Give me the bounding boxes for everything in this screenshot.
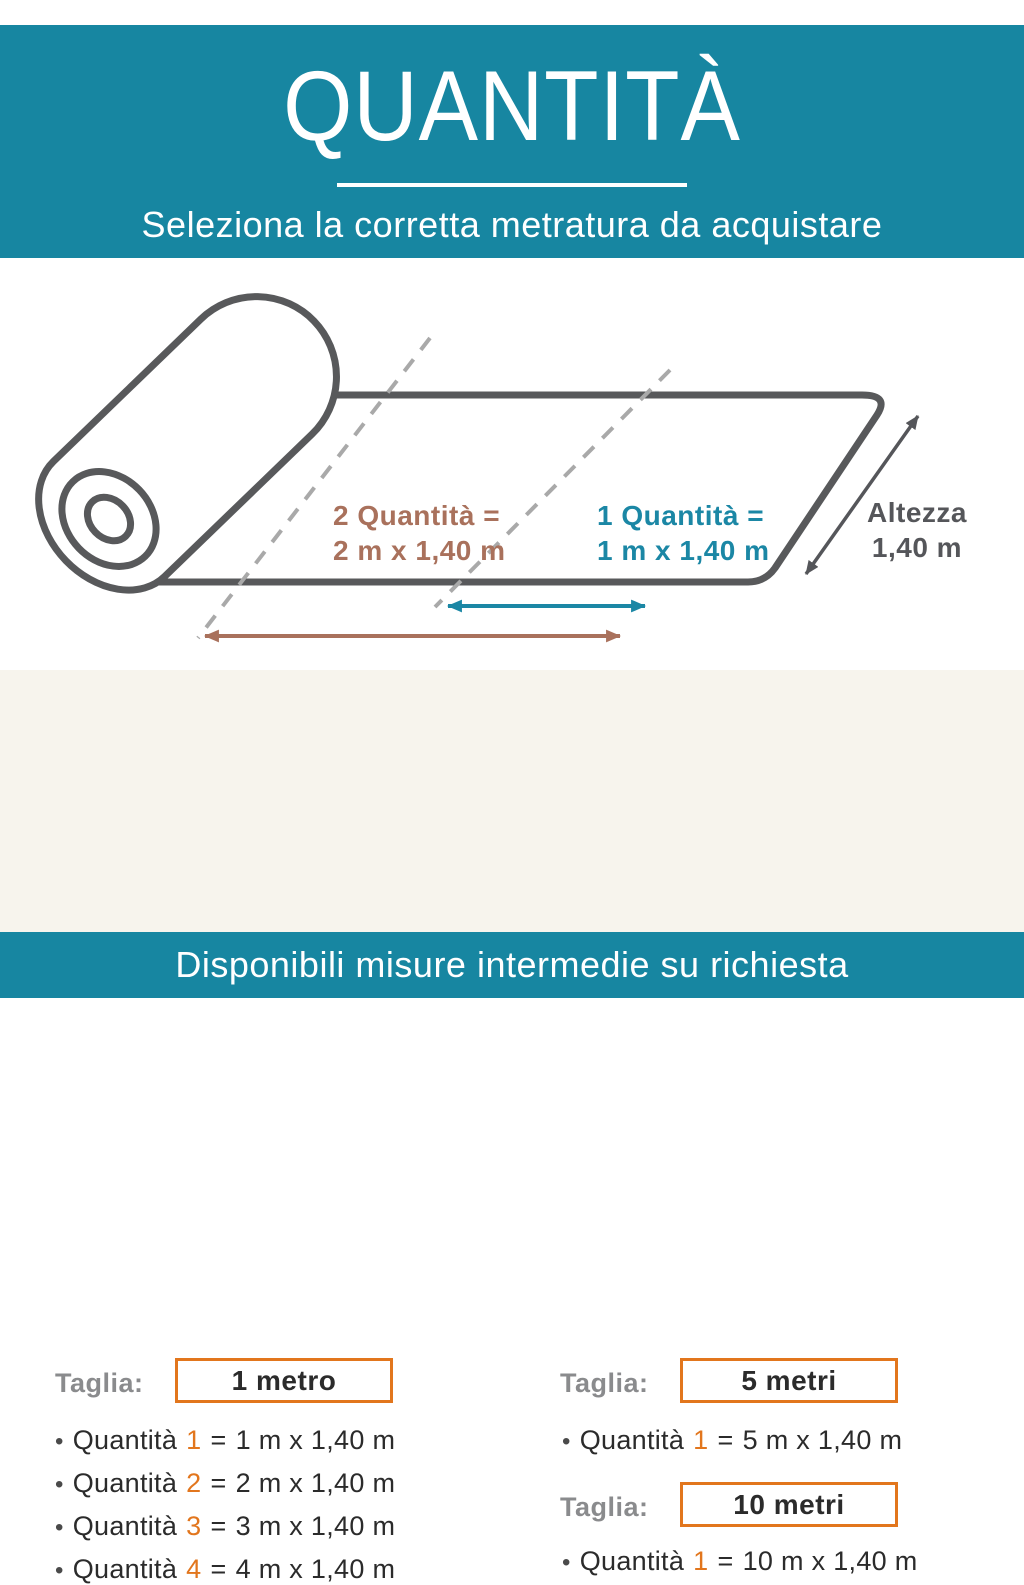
title-underline [337, 183, 687, 187]
label-2-quantita-line1: 2 Quantità = [333, 500, 501, 531]
fabric-roll-drawing [0, 258, 1024, 670]
quantity-row [55, 1469, 395, 1499]
quantity-number: 1 [693, 1546, 709, 1576]
taglia-label-10metri: Taglia: [560, 1492, 649, 1522]
quantita-word: Quantità [72, 1511, 178, 1541]
bullet-icon: • [55, 1471, 64, 1498]
bullet-icon: • [55, 1514, 64, 1541]
equals-sign: = [717, 1425, 734, 1455]
quantity-row [562, 1547, 918, 1577]
quantity-row [55, 1426, 395, 1456]
size-box-5-metri: 5 metri [680, 1358, 898, 1403]
label-2-quantita-line2: 2 m x 1,40 m [333, 535, 506, 566]
page-subtitle: Seleziona la corretta metratura da acquistare [141, 204, 883, 245]
label-altezza-line2: 1,40 m [871, 532, 963, 563]
label-1-quantita [597, 498, 770, 568]
footer-banner [0, 932, 1024, 998]
taglia-label-5metri: Taglia: [560, 1368, 649, 1398]
label-altezza-line1: Altezza [867, 497, 967, 528]
roll-body [10, 263, 369, 618]
fabric-roll [10, 263, 369, 618]
page-title: QUANTITÀ [283, 50, 741, 161]
quantita-word: Quantità [579, 1546, 685, 1576]
footer-note: Disponibili misure intermedie su richiesta [175, 944, 849, 985]
bullet-icon: • [55, 1428, 64, 1455]
label-2-quantita [333, 498, 506, 568]
header-banner [0, 25, 1024, 258]
size-box-1-metro: 1 metro [175, 1358, 393, 1403]
bullet-icon: • [562, 1428, 571, 1455]
size-value: 3 m x 1,40 m [235, 1511, 396, 1541]
label-1-quantita-line1: 1 Quantità = [597, 500, 765, 531]
quantity-list-1metro [55, 1426, 395, 1585]
quantity-number: 3 [186, 1511, 202, 1541]
quantity-row [562, 1426, 902, 1456]
quantity-number: 4 [186, 1554, 202, 1584]
size-box-10-metri: 10 metri [680, 1482, 898, 1527]
quantity-number: 1 [186, 1425, 202, 1455]
quantita-word: Quantità [72, 1554, 178, 1584]
equals-sign: = [210, 1511, 227, 1541]
quantita-word: Quantità [72, 1425, 178, 1455]
quantity-list-10metri [562, 1547, 918, 1577]
quantity-row [55, 1512, 395, 1542]
bullet-icon: • [55, 1557, 64, 1584]
quantity-number: 2 [186, 1468, 202, 1498]
bullet-icon: • [562, 1549, 571, 1576]
size-value: 2 m x 1,40 m [235, 1468, 396, 1498]
fabric-roll-diagram [0, 258, 1024, 670]
equals-sign: = [210, 1425, 227, 1455]
taglia-label-1metro: Taglia: [55, 1368, 144, 1398]
size-value: 1 m x 1,40 m [235, 1425, 396, 1455]
equals-sign: = [210, 1554, 227, 1584]
quantita-word: Quantità [72, 1468, 178, 1498]
equals-sign: = [210, 1468, 227, 1498]
quantity-list-5metri [562, 1426, 902, 1456]
size-value: 5 m x 1,40 m [742, 1425, 903, 1455]
quantity-number: 1 [693, 1425, 709, 1455]
quantita-word: Quantità [579, 1425, 685, 1455]
label-altezza [852, 495, 982, 565]
quantity-row [55, 1555, 395, 1585]
equals-sign: = [717, 1546, 734, 1576]
size-value: 10 m x 1,40 m [742, 1546, 918, 1576]
label-1-quantita-line2: 1 m x 1,40 m [597, 535, 770, 566]
size-value: 4 m x 1,40 m [235, 1554, 396, 1584]
dashed-divider-right [435, 370, 670, 607]
